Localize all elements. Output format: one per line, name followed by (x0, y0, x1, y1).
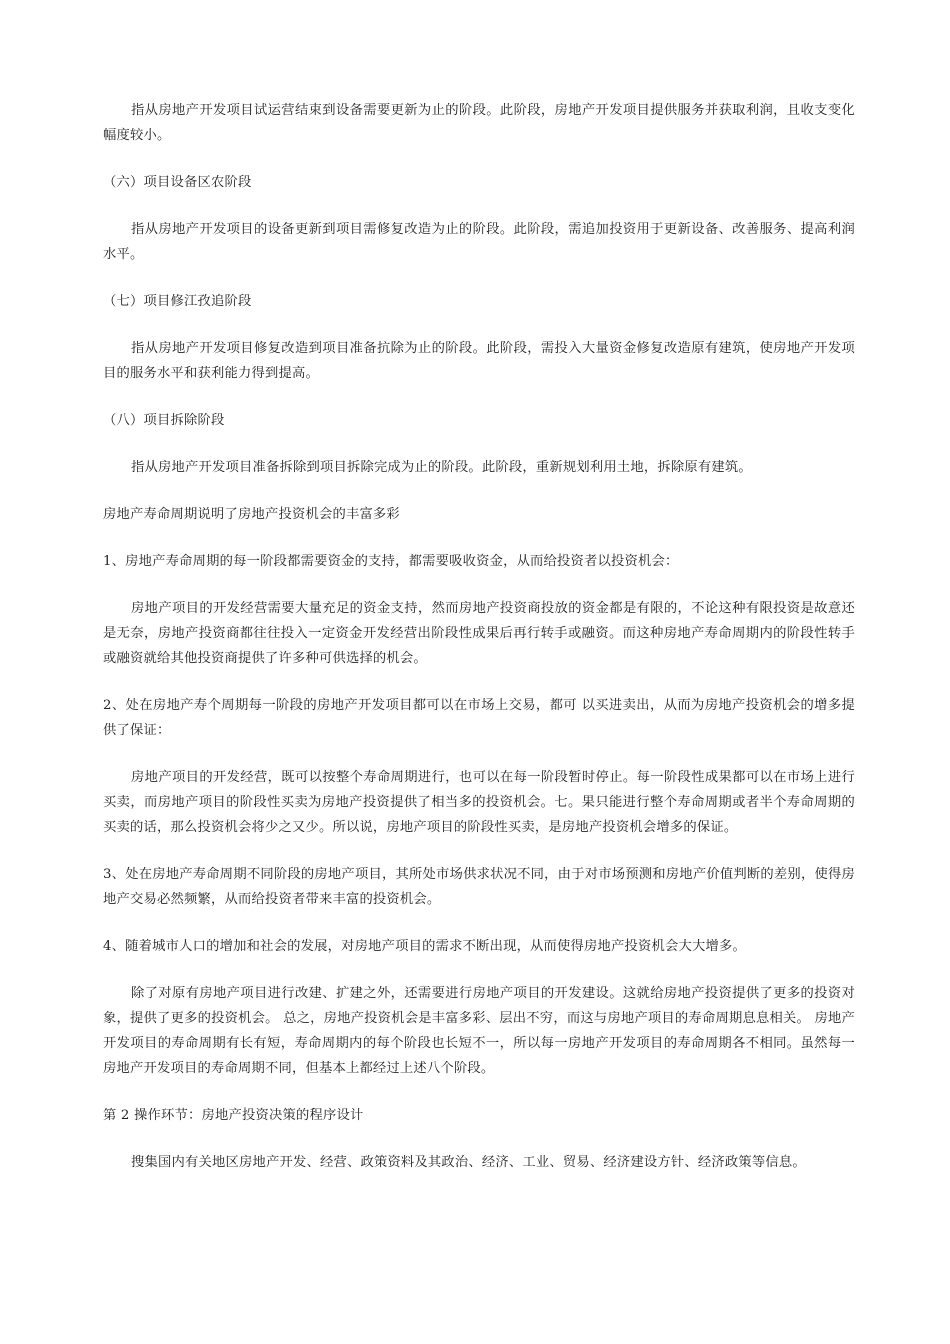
section-heading: （八）项目拆除阶段 (103, 413, 225, 428)
body-paragraph: 指从房地产开发项目试运营结束到设备需要更新为止的阶段。此阶段，房地产开发项目提供服务并获取利润，且收支变化幅度较小。 (103, 103, 855, 143)
body-paragraph: 搜集国内有关地区房地产开发、经营、政策资料及其政治、经济、工业、贸易、经济建设方针、经济政策等信息。 (131, 1155, 806, 1170)
body-paragraph: 指从房地产开发项目准备拆除到项目拆除完成为止的阶段。此阶段，重新规划利用土地，拆除原有建筑。 (131, 460, 752, 475)
numbered-point: 3、处在房地产寿命周期不同阶段的房地产项目，其所处市场供求状况不同，由于对市场预测和房地产价值判断的差别，使得房地产交易必然频繁，从而给投资者带来丰富的投资机会。 (103, 867, 855, 907)
body-paragraph: 房地产项目的开发经营，既可以按整个寿命周期进行，也可以在每一阶段暂时停止。每一阶段性成果都可以在市场上进行买卖，而房地产项目的阶段性买卖为房地产投资提供了相当多的投资机会。七。果只能进行整个寿命周期或者半个寿命周期的买卖的话，那么投资机会将少之又少。所以说，房地产项目的阶段性买卖，是房地产投资机会增多的保证。 (103, 770, 855, 835)
section-heading: 房地产寿命周期说明了房地产投资机会的丰富多彩 (103, 507, 400, 522)
section-heading: （六）项目设备区农阶段 (103, 175, 252, 190)
body-paragraph: 指从房地产开发项目的设备更新到项目需修复改造为止的阶段。此阶段，需追加投资用于更新设备、改善服务、提高利润水平。 (103, 222, 855, 262)
body-paragraph: 房地产项目的开发经营需要大量充足的资金支持，然而房地产投资商投放的资金都是有限的，不论这种有限投资是故意还是无奈，房地产投资商都往往投入一定资金开发经营出阶段性成果后再行转手或融资。而这种房地产寿命周期内的阶段性转手或融资就给其他投资商提供了许多种可供选择的机会。 (103, 601, 855, 666)
section-heading: （七）项目修江孜追阶段 (103, 294, 252, 309)
body-paragraph: 指从房地产开发项目修复改造到项目准备抗除为止的阶段。此阶段，需投入大量资金修复改造原有建筑，使房地产开发项目的服务水平和获利能力得到提高。 (103, 341, 855, 381)
numbered-point: 4、随着城市人口的增加和社会的发展，对房地产项目的需求不断出现，从而使得房地产投资机会大大增多。 (103, 939, 747, 954)
document-page (103, 98, 855, 1197)
section-heading: 第 2 操作环节：房地产投资决策的程序设计 (103, 1108, 364, 1123)
numbered-point: 1、房地产寿命周期的每一阶段都需要资金的支持，都需要吸收资金，从而给投资者以投资机会： (103, 554, 679, 569)
numbered-point: 2、处在房地产寿个周期每一阶段的房地产开发项目都可以在市场上交易，都可 以买进卖出，从而为房地产投资机会的增多提供了保证： (103, 698, 855, 738)
body-paragraph: 除了对原有房地产项目进行改建、扩建之外，还需要进行房地产项目的开发建设。这就给房地产投资提供了更多的投资对象，提供了更多的投资机会。 总之，房地产投资机会是丰富多彩、层出不穷，而这与房地产项目的寿命周期息息相关。 房地产开发项目的寿命周期有长有短，寿命周期内的每个阶段也长短不一，所以每一房地产开发项目的寿命周期各不相同。虽然每一房地产开发项目的寿命周期不同，但基本上都经过上述八个阶段。 (103, 986, 855, 1076)
